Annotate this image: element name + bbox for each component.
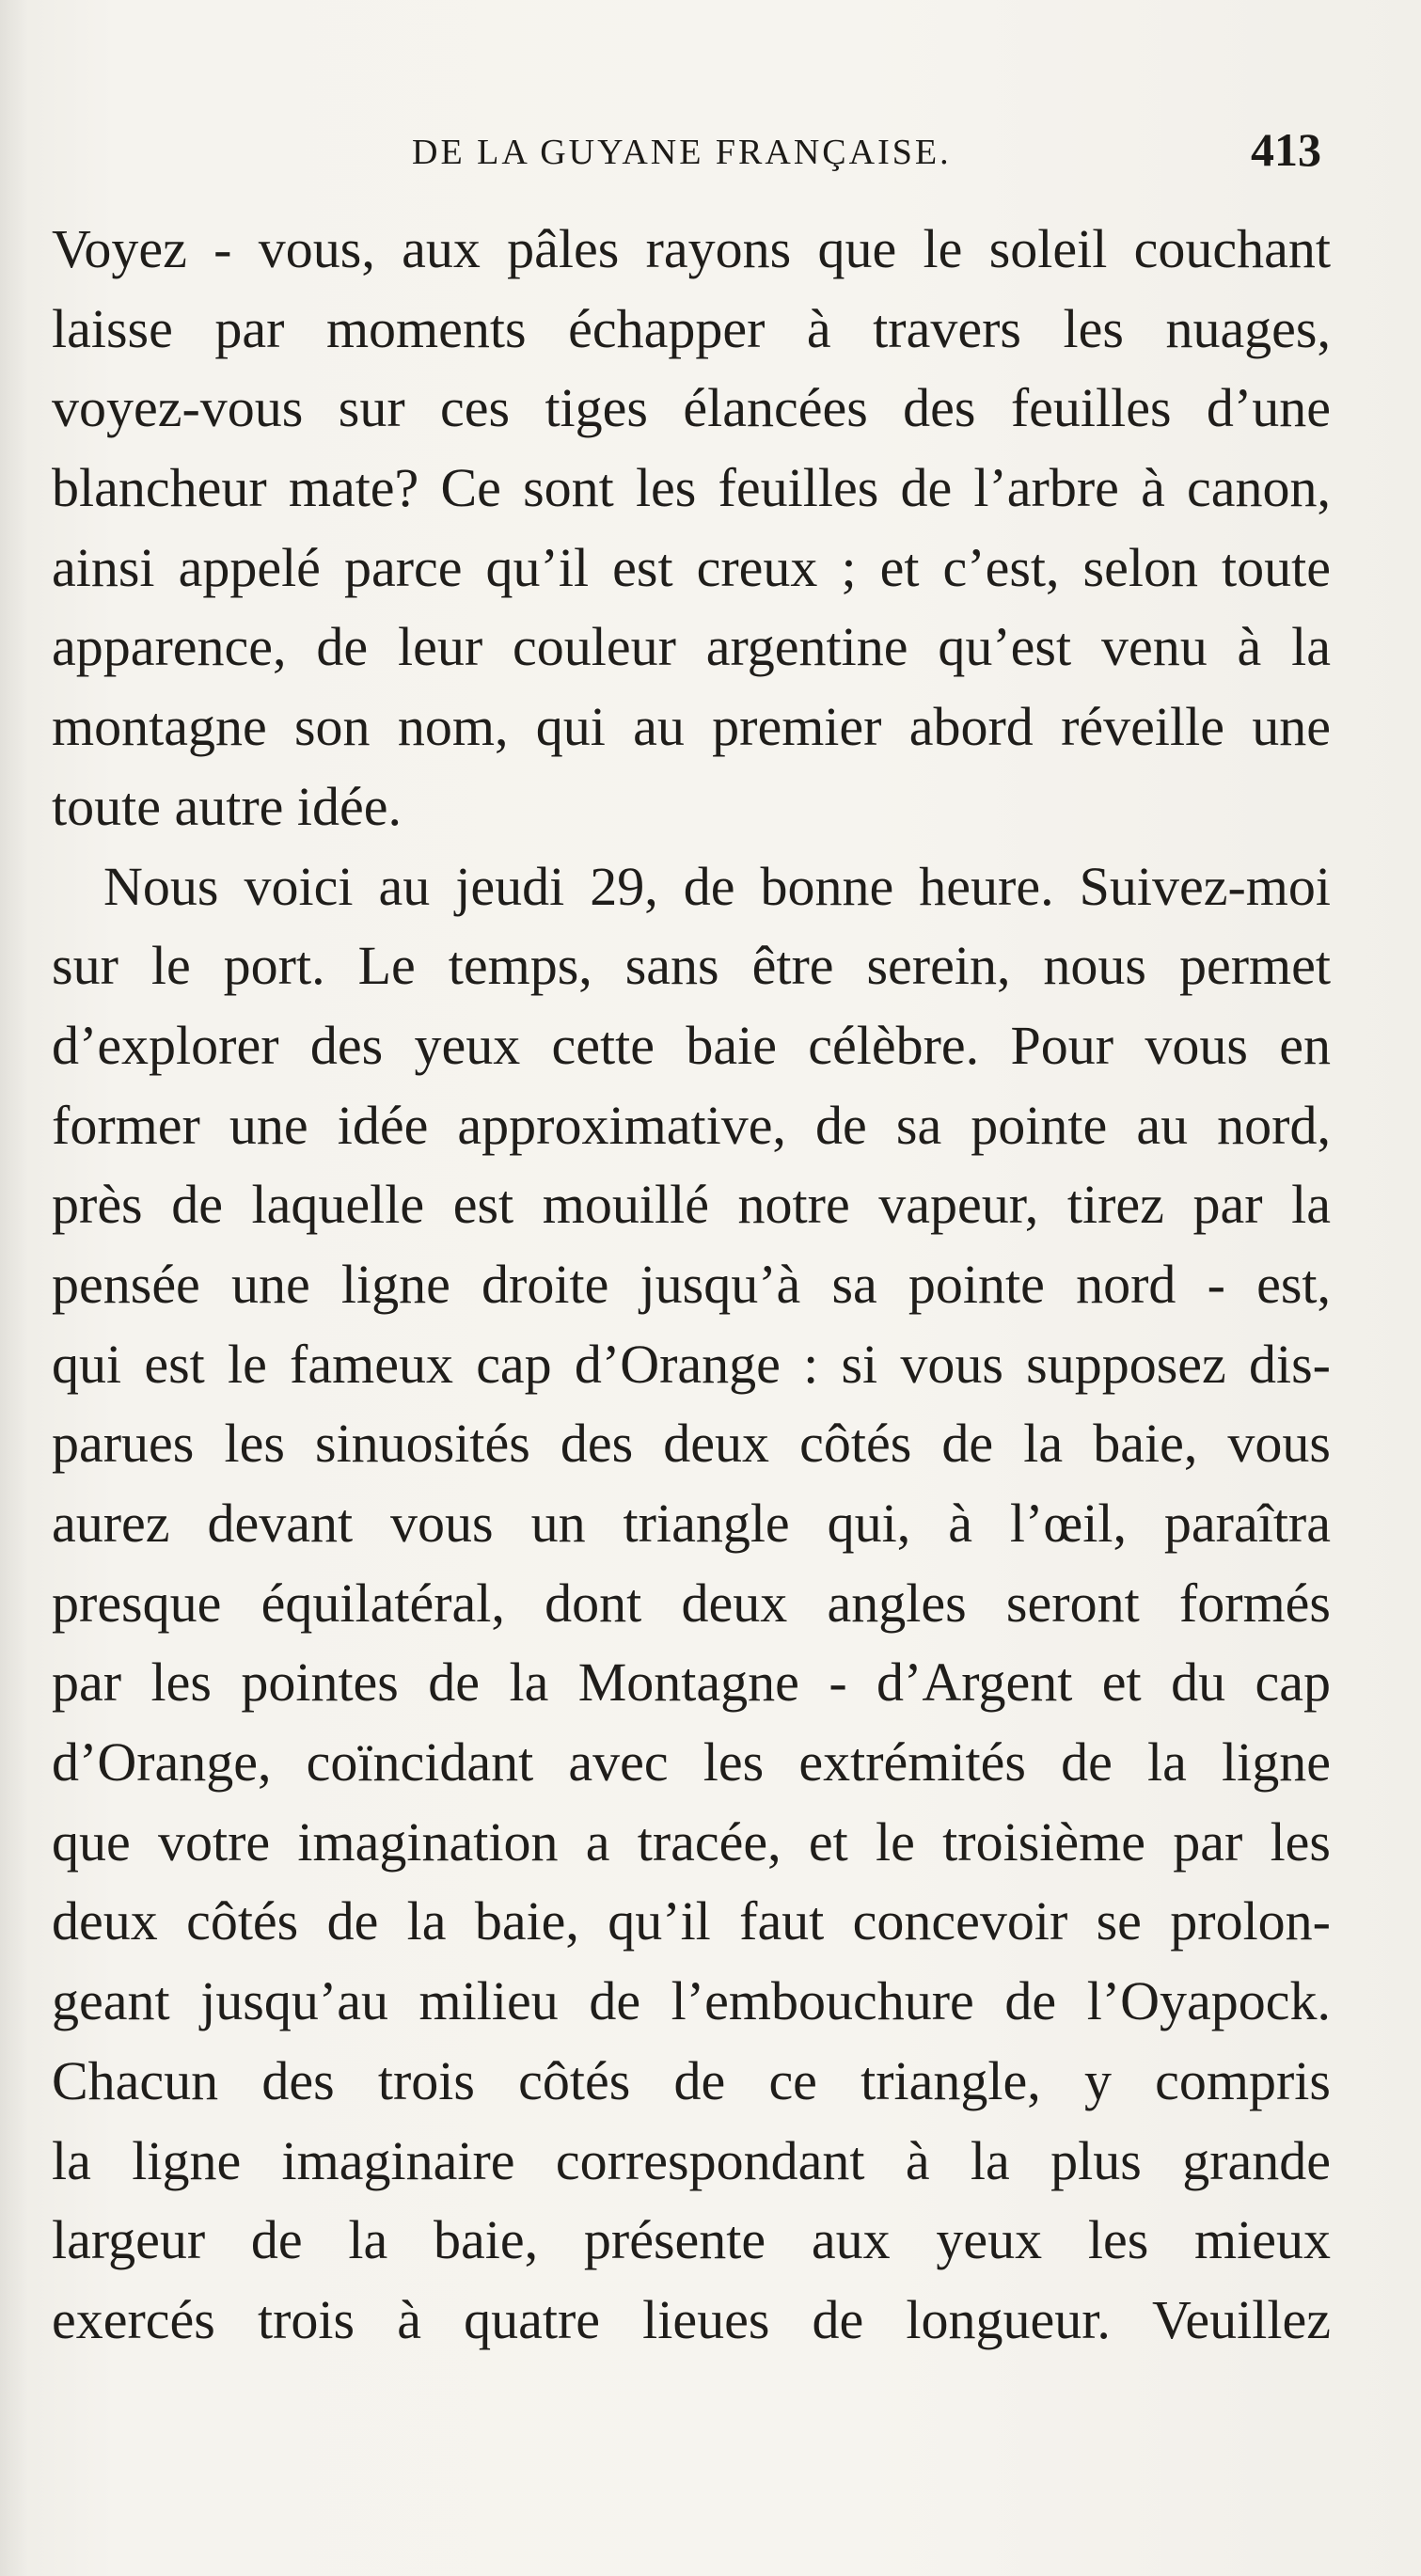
text-line: former une idée approximative, de sa pointe au nord, — [52, 1094, 1331, 1156]
text-line: laisse par moments échapper à travers les nuages, — [52, 297, 1331, 359]
text-line: Chacun des trois côtés de ce triangle, y compris — [52, 2049, 1331, 2111]
text-line: aurez devant vous un triangle qui, à l’œil, paraîtra — [52, 1493, 1331, 1554]
text-line: deux côtés de la baie, qu’il faut concevoir se prolon- — [52, 1890, 1331, 1952]
paragraph-end-line: toute autre idée. — [52, 775, 402, 837]
text-line: par les pointes de la Montagne - d’Argent et du cap — [52, 1651, 1331, 1714]
body-text — [52, 210, 1331, 2361]
page-number: 413 — [1251, 123, 1321, 176]
text-line: presque équilatéral, dont deux angles seront formés — [52, 1572, 1331, 1634]
text-line: pensée une ligne droite jusqu’à sa pointe nord - est, — [52, 1253, 1331, 1315]
text-line: sur le port. Le temps, sans être serein, nous permet — [52, 935, 1331, 997]
text-line: la ligne imaginaire correspondant à la plus grande — [52, 2129, 1331, 2191]
text-line: que votre imagination a tracée, et le troisième par les — [52, 1810, 1331, 1873]
text-line: près de laquelle est mouillé notre vapeur, tirez par la — [52, 1174, 1331, 1236]
page-gutter-shadow — [0, 0, 28, 2576]
text-line: ainsi appelé parce qu’il est creux ; et c’est, selon toute — [52, 536, 1331, 598]
text-line: parues les sinuosités des deux côtés de la baie, vous — [52, 1413, 1331, 1475]
text-line: montagne son nom, qui au premier abord réveille une — [52, 696, 1331, 758]
text-line: qui est le fameux cap d’Orange : si vous supposez dis- — [52, 1333, 1331, 1395]
text-line: largeur de la baie, présente aux yeux les mieux — [52, 2209, 1331, 2271]
text-line: Voyez - vous, aux pâles rayons que le soleil couchant — [52, 218, 1331, 279]
text-line: voyez-vous sur ces tiges élancées des feuilles d’une — [52, 377, 1331, 439]
text-line: apparence, de leur couleur argentine qu’est venu à la — [52, 616, 1331, 678]
text-line: blancheur mate? Ce sont les feuilles de l’arbre à canon, — [52, 457, 1331, 519]
running-title: DE LA GUYANE FRANÇAISE. — [412, 133, 952, 172]
text-line: geant jusqu’au milieu de l’embouchure de l’Oyapock. — [52, 1970, 1331, 2032]
text-line: d’Orange, coïncidant avec les extrémités de la ligne — [52, 1731, 1331, 1794]
paragraph-start-line: Nous voici au jeudi 29, de bonne heure. Suivez-moi — [103, 855, 1331, 917]
text-line: exercés trois à quatre lieues de longueur. Veuillez — [52, 2288, 1331, 2350]
text-line: d’explorer des yeux cette baie célèbre. Pour vous en — [52, 1014, 1331, 1076]
